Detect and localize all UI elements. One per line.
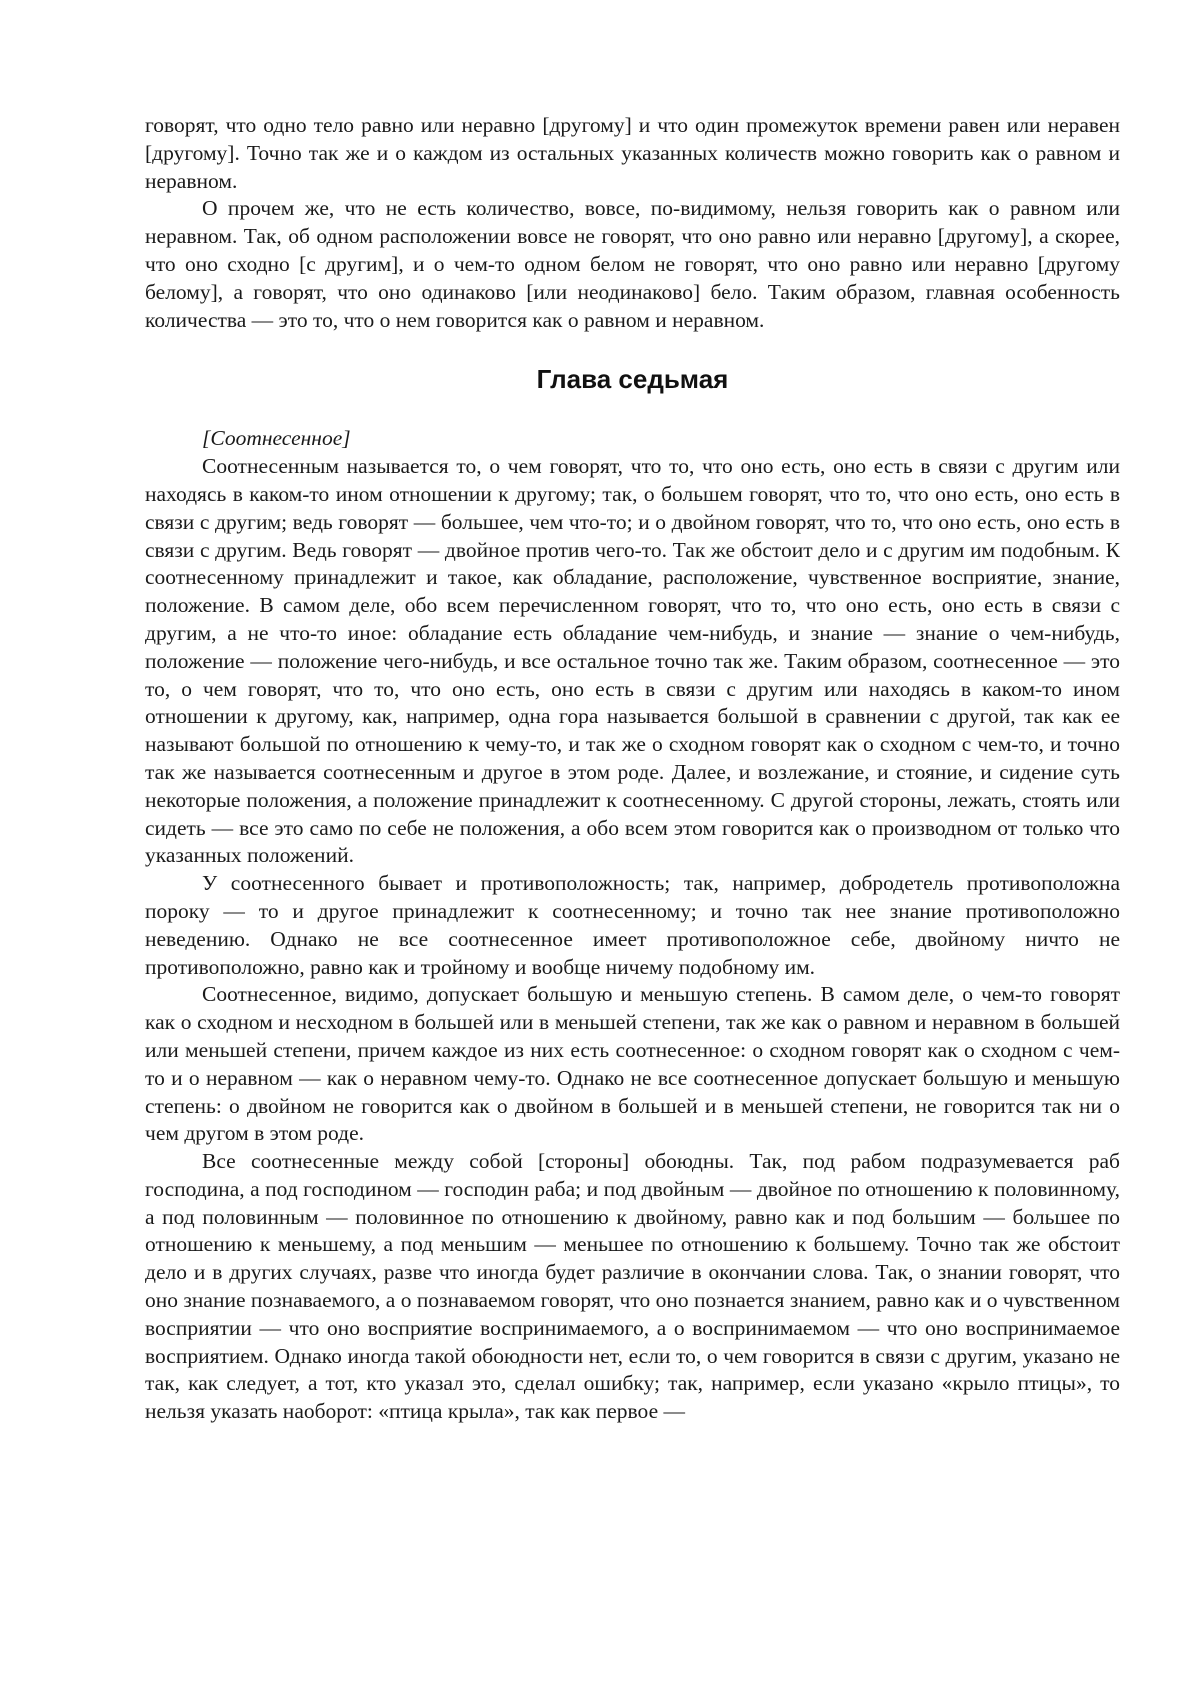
paragraph-6: Все соотнесенные между собой [стороны] обоюдны. Так, под рабом подразумевается раб господина, а под господином — господин раба; и под двойным — двойное по отношению к половинному, а под половинным — половинное по отношению к двойному, равно как и под большим — большее по отношению к меньшему, а под меньшим — меньшее по отношению к большему. Точно так же обстоит дело и в других случаях, разве что иногда будет различие в окончании слова. Так, о знании говорят, что оно знание познаваемого, а о познаваемом говорят, что оно познается знанием, равно как и о чувственном восприятии — что оно восприятие воспринимаемого, а о воспринимаемом — что оно воспринимаемое восприятием. Однако иногда такой обоюдности нет, если то, о чем говорится в связи с другим, указано не так, как следует, а тот, кто указал это, сделал ошибку; так, например, если указано «крыло птицы», то нельзя указать наоборот: «птица крыла», так как первое — (145, 1149, 1120, 1424)
chapter-title: Глава седьмая (536, 364, 729, 395)
paragraph-3: Соотнесенным называется то, о чем говорят, что то, что оно есть, оно есть в связи с другим или находясь в каком-то ином отношении к другому; так, о большем говорят, что то, что оно есть, оно есть в связи с другим; ведь говорят — большее, чем что-то; и о двойном говорят, что то, что оно есть, оно есть в связи с другим. Ведь говорят — двойное против чего-то. Так же обстоит дело и с другим им подобным. К соотнесенному принадлежит и такое, как обладание, расположение, чувственное восприятие, знание, положение. В самом деле, обо всем перечисленном говорят, что то, что оно есть, оно есть в связи с другим, а не что-то иное: обладание есть обладание чем-нибудь, и знание — знание о чем-нибудь, положение — положение чего-нибудь, и все остальное точно так же. Таким образом, соотнесенное — это то, о чем говорят, что то, что оно есть, оно есть в связи с другим или находясь в каком-то ином отношении к другому, как, например, одна гора называется большой в сравнении с другой, так как ее называют большой по отношению к чему-то, и так же о сходном говорят как о сходном с чем-то, и точно так же называется соотнесенным и другое в этом роде. Далее, и возлежание, и стояние, и сидение суть некоторые положения, а положение принадлежит к соотнесенному. С другой стороны, лежать, стоять или сидеть — все это само по себе не положения, а обо всем этом говорится как о производном от только что указанных положений. (145, 454, 1120, 868)
paragraph-5: Соотнесенное, видимо, допускает большую и меньшую степень. В самом деле, о чем-то говорят как о сходном и несходном в большей или в меньшей степени, так же как о равном и неравном в большей или меньшей степени, причем каждое из них есть соотнесенное: о сходном говорят как о сходном с чем-то и о неравном — как о неравном чему-то. Однако не все соотнесенное допускает большую и меньшую степень: о двойном не говорится как о двойном в большей и в меньшей степени, не говорится так ни о чем другом в этом роде. (145, 982, 1120, 1146)
paragraph-2: О прочем же, что не есть количество, вовсе, по-видимому, нельзя говорить как о равном или неравном. Так, об одном расположении вовсе не говорят, что оно равно или неравно [другому], а скорее, что оно сходно [с другим], и о чем-то одном белом не говорят, что оно равно или неравно [другому белому], а говорят, что оно одинаково [или неодинаково] бело. Таким образом, главная особенность количества — это то, что о нем говорится как о равном и неравном. (145, 196, 1120, 332)
document-page (145, 112, 1120, 1426)
paragraph-4: У соотнесенного бывает и противоположность; так, например, добродетель противоположна пороку — то и другое принадлежит к соотнесенному; и точно так нее знание противоположно неведению. Однако не все соотнесенное имеет противоположное себе, двойному ничто не противоположно, равно как и тройному и вообще ничему подобному им. (145, 871, 1120, 979)
paragraph-1: говорят, что одно тело равно или неравно [другому] и что один промежуток времени равен или неравен [другому]. Точно так же и о каждом из остальных указанных количеств можно говорить как о равном и неравном. (145, 113, 1120, 193)
section-subtitle: [Соотнесенное] (202, 426, 351, 451)
